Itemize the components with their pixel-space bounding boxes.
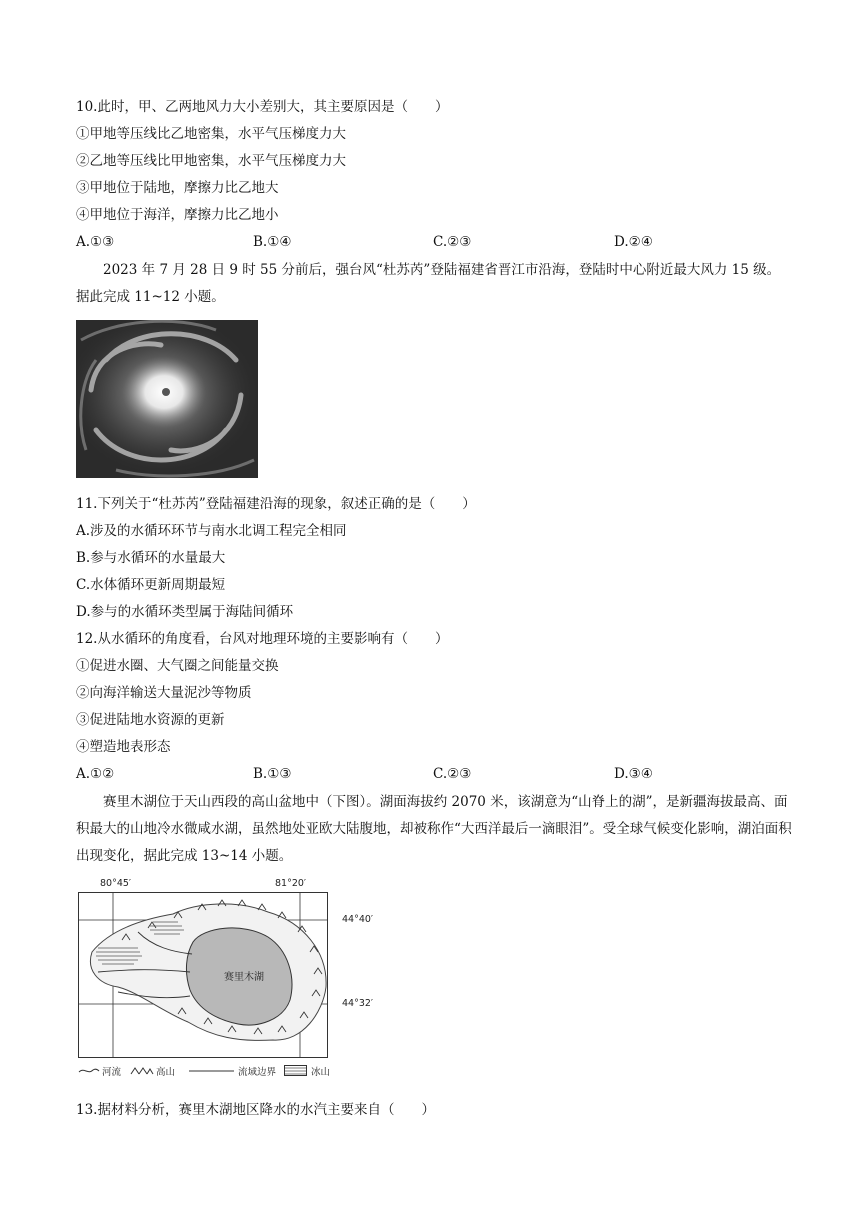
map-frame [78,892,328,1058]
q10-item-3: ③甲地位于陆地，摩擦力比乙地大 [76,180,279,196]
map-lake-label: 赛里木湖 [224,972,264,983]
q10-item-2: ②乙地等压线比甲地密集，水平气压梯度力大 [76,153,346,169]
q12-item-4: ④塑造地表形态 [76,739,171,755]
q12-item-3: ③促进陆地水资源的更新 [76,712,225,728]
intro-11-12: 2023 年 7 月 28 日 9 时 55 分前后，强台风“杜苏芮”登陆福建省晋江市沿海，登陆时中心附近最大风力 15 级。据此完成 11~12 小题。 [76,262,781,305]
legend-boundary: 流域边界 [238,1067,277,1078]
legend-river-symbol [78,1066,100,1076]
q10-option-c: C.②③ [433,234,472,250]
legend-river: 河流 [102,1067,122,1078]
q12-option-c: C.②③ [433,766,472,782]
intro-13-14: 赛里木湖位于天山西段的高山盆地中（下图）。湖面海拔约 2070 米，该湖意为“山脊上的湖”，是新疆海拔最高、面积最大的山地冷水微咸水湖，虽然地处亚欧大陆腹地，却被称作“大西洋最后一滴眼泪”。受全球气候变化影响，湖泊面积出现变化，据此完成 13~14 小题。 [76,794,792,864]
q12-option-d: D.③④ [614,766,653,782]
map-longitude-right: 81°20′ [275,878,307,889]
sayram-lake-map [72,874,372,1084]
q11-option-c: C.水体循环更新周期最短 [76,577,226,593]
q12-item-1: ①促进水圈、大气圈之间能量交换 [76,658,279,674]
q11-option-a: A.涉及的水循环环节与南水北调工程完全相同 [76,523,347,539]
q11-option-d: D.参与的水循环类型属于海陆间循环 [76,604,294,620]
q12-option-b: B.①③ [253,766,292,782]
q10-option-a: A.①③ [76,234,115,250]
q11-option-b: B.参与水循环的水量最大 [76,550,226,566]
legend-mountain: 高山 [156,1067,176,1078]
q12-stem: 12.从水循环的角度看，台风对地理环境的主要影响有（ ） [76,631,449,647]
q12-item-2: ②向海洋输送大量泥沙等物质 [76,685,252,701]
q10-option-d: D.②④ [614,234,653,250]
map-latitude-top: 44°40′ [342,914,374,925]
map-legend [78,1064,378,1080]
q10-option-b: B.①④ [253,234,292,250]
q10-item-1: ①甲地等压线比乙地密集，水平气压梯度力大 [76,126,346,142]
legend-mountain-symbol [130,1065,154,1075]
q10-stem: 10.此时，甲、乙两地风力大小差别大，其主要原因是（ ） [76,99,449,115]
q13-stem: 13.据材料分析，赛里木湖地区降水的水汽主要来自（ ） [76,1102,435,1118]
map-longitude-left: 80°45′ [100,878,132,889]
map-latitude-bottom: 44°32′ [342,998,374,1009]
legend-glacier: 冰山 [311,1067,331,1078]
legend-glacier-symbol [284,1065,308,1077]
q10-item-4: ④甲地位于海洋，摩擦力比乙地小 [76,207,279,223]
q12-option-a: A.①② [76,766,115,782]
q11-stem: 11.下列关于“杜苏芮”登陆福建沿海的现象，叙述正确的是（ ） [76,496,476,512]
legend-boundary-symbol [188,1066,236,1076]
typhoon-satellite-image [76,320,258,478]
